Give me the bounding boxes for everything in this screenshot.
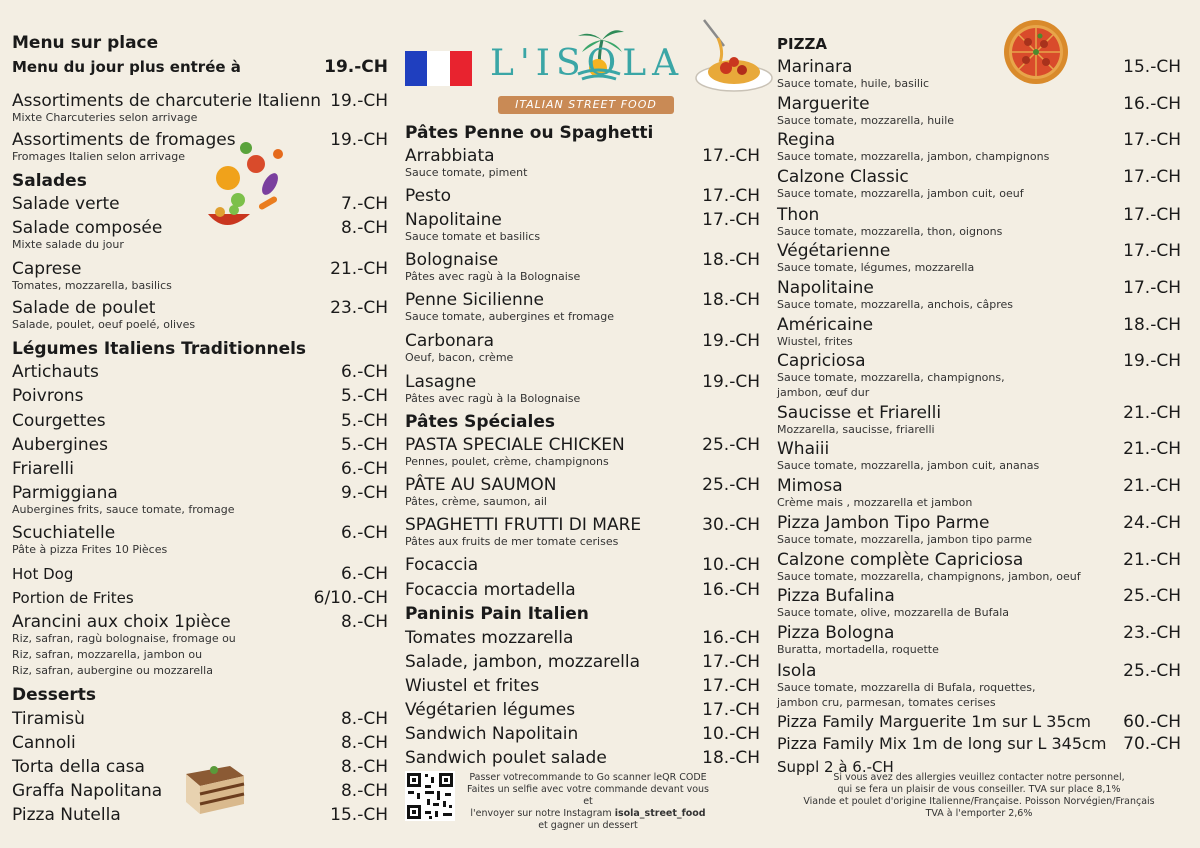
item-desc: jambon, œuf dur [777, 386, 870, 399]
menu-item [777, 513, 1181, 546]
note-line: Viande et poulet d'origine Italienne/Française. Poisson Norvégien/Français [803, 796, 1155, 807]
item-name: Friarelli [12, 459, 74, 479]
menu-item [405, 210, 760, 243]
menu-item [405, 628, 760, 648]
item-desc: Riz, safran, aubergine ou mozzarella [12, 664, 213, 677]
speciales-title: Pâtes Spéciales [405, 412, 555, 432]
note-line: qui se fera un plaisir de vous conseiller. TVA sur place 8,1% [837, 784, 1121, 795]
note-line: TVA à l'emporter 2,6% [925, 808, 1033, 819]
menu-item [405, 372, 760, 405]
item-price: 21.-CH [1123, 550, 1181, 570]
menu-item [777, 439, 1181, 472]
item-price: 17.-CH [702, 186, 760, 206]
item-desc: Sauce tomate, mozzarella, jambon cuit, ananas [777, 459, 1040, 472]
item-name: Arrabbiata [405, 146, 495, 166]
right-column [777, 0, 1181, 848]
item-price: 8.-CH [340, 612, 388, 632]
supplement-text: Suppl 2 à 6.-CH [777, 758, 894, 776]
menu-item [405, 515, 760, 548]
item-name: Tiramisù [12, 709, 85, 729]
item-name: Marguerite [777, 94, 870, 114]
item-desc: Sauce tomate, huile, basilic [777, 77, 930, 90]
instagram-handle[interactable]: isola_street_food [614, 808, 706, 819]
menu-item [12, 709, 388, 729]
item-desc: Aubergines frits, sauce tomate, fromage [12, 503, 235, 516]
menu-item [777, 57, 1181, 90]
item-name: Poivrons [12, 386, 84, 406]
menu-item [777, 278, 1181, 311]
item-price: 70.-CH [1123, 734, 1181, 754]
item-name: Sandwich Napolitain [405, 724, 579, 744]
desserts-title: Desserts [12, 685, 97, 705]
menu-item [777, 734, 1181, 754]
item-name: Whaiii [777, 439, 830, 459]
item-name: Assortiments de charcuterie Italienn [12, 91, 322, 111]
menu-item [405, 748, 760, 768]
item-name: Focaccia mortadella [405, 580, 576, 600]
menu-item [405, 475, 760, 508]
qr-line: et gagner un dessert [538, 820, 638, 831]
pizza-title: PIZZA [777, 35, 827, 53]
item-price: 21.-CH [330, 259, 388, 279]
item-price: 6.-CH [340, 523, 388, 543]
item-price: 21.-CH [1123, 403, 1181, 423]
salades-title: Salades [12, 171, 87, 191]
menu-item [777, 351, 1181, 399]
item-name: Scuchiatelle [12, 523, 116, 543]
menu-item [12, 564, 388, 584]
item-name: Salade de poulet [12, 298, 156, 318]
item-name: Hot Dog [12, 565, 74, 583]
menu-item [12, 386, 388, 406]
item-price: 17.-CH [1123, 205, 1181, 225]
menu-item [777, 712, 1181, 732]
item-price: 21.-CH [1123, 439, 1181, 459]
item-price: 19.-CH [1123, 351, 1181, 371]
menu-item [405, 146, 760, 179]
item-price: 15.-CH [1123, 57, 1181, 77]
item-price: 9.-CH [340, 483, 388, 503]
item-price: 18.-CH [702, 290, 760, 310]
item-name: PÂTE AU SAUMON [405, 475, 557, 495]
item-desc: Sauce tomate, mozzarella, jambon cuit, oeuf [777, 187, 1024, 200]
item-desc: Pâtes avec ragù à la Bolognaise [405, 392, 581, 405]
item-name: Graffa Napolitana [12, 781, 163, 801]
item-desc: Sauce tomate, mozzarella, jambon tipo parme [777, 533, 1033, 546]
menu-item [405, 555, 760, 575]
item-name: Pizza Bologna [777, 623, 895, 643]
qr-line-text: l'envoyer sur notre Instagram [470, 808, 615, 819]
item-desc: Sauce tomate, mozzarella, thon, oignons [777, 225, 1003, 238]
item-desc: Sauce tomate et basilics [405, 230, 541, 243]
menu-sur-place-title: Menu sur place [12, 33, 159, 53]
footer-notes [797, 772, 1161, 820]
item-name: Carbonara [405, 331, 495, 351]
item-desc: Wiustel, frites [777, 335, 853, 348]
item-name: Mimosa [777, 476, 843, 496]
item-desc: Sauce tomate, mozzarella di Bufala, roquettes, [777, 681, 1036, 694]
menu-du-jour-row [12, 57, 388, 76]
menu-item [405, 700, 760, 720]
item-price: 17.-CH [702, 146, 760, 166]
item-price: 18.-CH [702, 748, 760, 768]
item-price: 6.-CH [340, 459, 388, 479]
item-price: 18.-CH [1123, 315, 1181, 335]
logo-tagline: ITALIAN STREET FOOD [498, 96, 674, 114]
menu-item [12, 483, 388, 516]
item-desc: Fromages Italien selon arrivage [12, 150, 186, 163]
item-price: 10.-CH [702, 724, 760, 744]
item-name: Courgettes [12, 411, 106, 431]
item-price: 25.-CH [1123, 586, 1181, 606]
item-name: Sandwich poulet salade [405, 748, 607, 768]
item-desc: Pâtes avec ragù à la Bolognaise [405, 270, 581, 283]
item-name: Torta della casa [12, 757, 145, 777]
menu-item [12, 259, 388, 292]
menu-item [12, 411, 388, 431]
item-name: Thon [777, 205, 820, 225]
item-name: Végétarienne [777, 241, 891, 261]
qr-line: Passer votrecommande to Go scanner leQR CODE [469, 772, 707, 783]
menu-item [405, 331, 760, 364]
menu-item [12, 733, 388, 753]
item-name: Marinara [777, 57, 853, 77]
menu-item [777, 586, 1181, 619]
item-name: Portion de Frites [12, 589, 134, 607]
item-desc: Oeuf, bacon, crème [405, 351, 514, 364]
item-name: SPAGHETTI FRUTTI DI MARE [405, 515, 642, 535]
logo-text: L'ISOLA [490, 43, 685, 84]
item-price: 17.-CH [1123, 167, 1181, 187]
menu-item [12, 612, 388, 677]
menu-item [12, 91, 388, 124]
item-price: 19.-CH [702, 331, 760, 351]
item-price: 17.-CH [702, 210, 760, 230]
item-name: Regina [777, 130, 836, 150]
item-price: 8.-CH [340, 218, 388, 238]
item-name: Wiustel et frites [405, 676, 540, 696]
tiramisu-illustration [174, 756, 248, 820]
item-name: Capriciosa [777, 351, 866, 371]
item-name: Calzone complète Capriciosa [777, 550, 1024, 570]
item-price: 19.-CH [330, 91, 388, 111]
item-price: 8.-CH [340, 733, 388, 753]
item-price: 10.-CH [702, 555, 760, 575]
menu-item [777, 94, 1181, 127]
menu-item [12, 435, 388, 455]
menu-du-jour-price: 19.-CH [324, 57, 388, 77]
menu-du-jour-name: Menu du jour plus entrée à [12, 58, 241, 76]
item-price: 16.-CH [1123, 94, 1181, 114]
menu-item [777, 205, 1181, 238]
item-name: Tomates mozzarella [405, 628, 574, 648]
item-desc: Pâtes, crème, saumon, ail [405, 495, 547, 508]
item-desc: Sauce tomate, légumes, mozzarella [777, 261, 975, 274]
item-desc: Pâtes aux fruits de mer tomate cerises [405, 535, 619, 548]
qr-line [463, 808, 713, 820]
item-name: Arancini aux choix 1pièce [12, 612, 231, 632]
item-name: Américaine [777, 315, 874, 335]
menu-item [777, 476, 1181, 509]
menu-item [777, 661, 1181, 709]
item-name: Napolitaine [777, 278, 874, 298]
menu-item [777, 130, 1181, 163]
qr-code[interactable] [405, 771, 455, 821]
item-name: Salade composée [12, 218, 163, 238]
item-price: 6.-CH [340, 362, 388, 382]
item-name: Calzone Classic [777, 167, 909, 187]
item-desc: Mozzarella, saucisse, friarelli [777, 423, 935, 436]
item-price: 19.-CH [702, 372, 760, 392]
item-desc: Sauce tomate, mozzarella, huile [777, 114, 955, 127]
item-price: 17.-CH [1123, 278, 1181, 298]
item-name: Bolognaise [405, 250, 499, 270]
item-desc: Buratta, mortadella, roquette [777, 643, 939, 656]
item-price: 5.-CH [340, 435, 388, 455]
menu-item [405, 290, 760, 323]
item-price: 17.-CH [702, 676, 760, 696]
item-desc: Sauce tomate, mozzarella, champignons, [777, 371, 1005, 384]
item-name: Pizza Family Mix 1m de long sur L 345cm [777, 734, 1107, 753]
item-desc: Mixte Charcuteries selon arrivage [12, 111, 198, 124]
item-name: Assortiments de fromages [12, 130, 236, 150]
item-desc: Mixte salade du jour [12, 238, 124, 251]
menu-item [777, 623, 1181, 656]
menu-item [777, 315, 1181, 348]
item-desc: Riz, safran, mozzarella, jambon ou [12, 648, 203, 661]
item-name: Penne Sicilienne [405, 290, 545, 310]
item-price: 15.-CH [330, 805, 388, 825]
menu-item [405, 435, 760, 468]
vegetables-illustration [198, 128, 290, 238]
qr-instructions [463, 772, 713, 832]
item-desc: Riz, safran, ragù bolognaise, fromage ou [12, 632, 236, 645]
item-price: 16.-CH [702, 628, 760, 648]
item-name: Pizza Bufalina [777, 586, 895, 606]
menu-item [405, 652, 760, 672]
menu-item [405, 676, 760, 696]
item-desc: Salade, poulet, oeuf poelé, olives [12, 318, 196, 331]
menu-item [405, 186, 760, 206]
item-desc: Pâte à pizza Frites 10 Pièces [12, 543, 168, 556]
item-desc: jambon cru, parmesan, tomates cerises [777, 696, 996, 709]
menu-item [12, 459, 388, 479]
item-name: Lasagne [405, 372, 477, 392]
item-price: 19.-CH [330, 130, 388, 150]
item-price: 6/10.-CH [313, 588, 388, 608]
menu-item [405, 724, 760, 744]
item-name: Salade, jambon, mozzarella [405, 652, 641, 672]
item-name: Saucisse et Friarelli [777, 403, 942, 423]
menu-item [777, 403, 1181, 436]
note-line: Si vous avez des allergies veuillez contacter notre personnel, [833, 772, 1125, 783]
item-price: 16.-CH [702, 580, 760, 600]
item-price: 25.-CH [1123, 661, 1181, 681]
item-desc: Sauce tomate, olive, mozzarella de Bufala [777, 606, 1009, 619]
item-desc: Sauce tomate, aubergines et fromage [405, 310, 615, 323]
item-price: 8.-CH [340, 781, 388, 801]
menu-item [12, 362, 388, 382]
menu-item [12, 523, 388, 556]
item-name: Pizza Jambon Tipo Parme [777, 513, 990, 533]
item-desc: Sauce tomate, piment [405, 166, 528, 179]
menu-item [12, 298, 388, 331]
item-price: 17.-CH [1123, 130, 1181, 150]
item-price: 8.-CH [340, 757, 388, 777]
item-name: Isola [777, 661, 817, 681]
item-price: 5.-CH [340, 411, 388, 431]
item-desc: Sauce tomate, mozzarella, anchois, câpres [777, 298, 1014, 311]
middle-column [405, 0, 760, 848]
paninis-title: Paninis Pain Italien [405, 604, 589, 624]
menu-item [405, 250, 760, 283]
item-name: Parmiggiana [12, 483, 118, 503]
item-price: 25.-CH [702, 435, 760, 455]
menu-item [777, 550, 1181, 583]
item-price: 8.-CH [340, 709, 388, 729]
item-price: 23.-CH [330, 298, 388, 318]
item-price: 24.-CH [1123, 513, 1181, 533]
item-name: Pizza Family Marguerite 1m sur L 35cm [777, 712, 1092, 731]
item-price: 23.-CH [1123, 623, 1181, 643]
menu-item [12, 588, 388, 608]
item-name: Pizza Nutella [12, 805, 121, 825]
item-price: 17.-CH [702, 700, 760, 720]
item-name: PASTA SPECIALE CHICKEN [405, 435, 625, 455]
item-name: Pesto [405, 186, 452, 206]
item-desc: Crème mais , mozzarella et jambon [777, 496, 973, 509]
item-name: Focaccia [405, 555, 479, 575]
item-price: 25.-CH [702, 475, 760, 495]
item-name: Cannoli [12, 733, 76, 753]
item-name: Salade verte [12, 194, 120, 214]
item-price: 60.-CH [1123, 712, 1181, 732]
item-name: Artichauts [12, 362, 99, 382]
pates-title: Pâtes Penne ou Spaghetti [405, 123, 654, 143]
item-desc: Tomates, mozzarella, basilics [12, 279, 172, 292]
qr-line: Faites un selfie avec votre commande devant vous et [467, 784, 709, 807]
item-name: Végétarien légumes [405, 700, 576, 720]
item-desc: Sauce tomate, mozzarella, champignons, jambon, oeuf [777, 570, 1081, 583]
item-price: 17.-CH [702, 652, 760, 672]
menu-item [777, 241, 1181, 274]
menu-item [777, 167, 1181, 200]
item-name: Caprese [12, 259, 82, 279]
item-price: 6.-CH [340, 564, 388, 584]
item-name: Napolitaine [405, 210, 502, 230]
legumes-title: Légumes Italiens Traditionnels [12, 339, 307, 359]
menu-item [405, 580, 760, 600]
left-column [12, 0, 388, 848]
item-price: 17.-CH [1123, 241, 1181, 261]
item-name: Aubergines [12, 435, 108, 455]
item-price: 18.-CH [702, 250, 760, 270]
item-desc: Sauce tomate, mozzarella, jambon, champignons [777, 150, 1050, 163]
item-price: 7.-CH [340, 194, 388, 214]
item-price: 30.-CH [702, 515, 760, 535]
item-desc: Pennes, poulet, crème, champignons [405, 455, 609, 468]
item-price: 21.-CH [1123, 476, 1181, 496]
item-price: 5.-CH [340, 386, 388, 406]
